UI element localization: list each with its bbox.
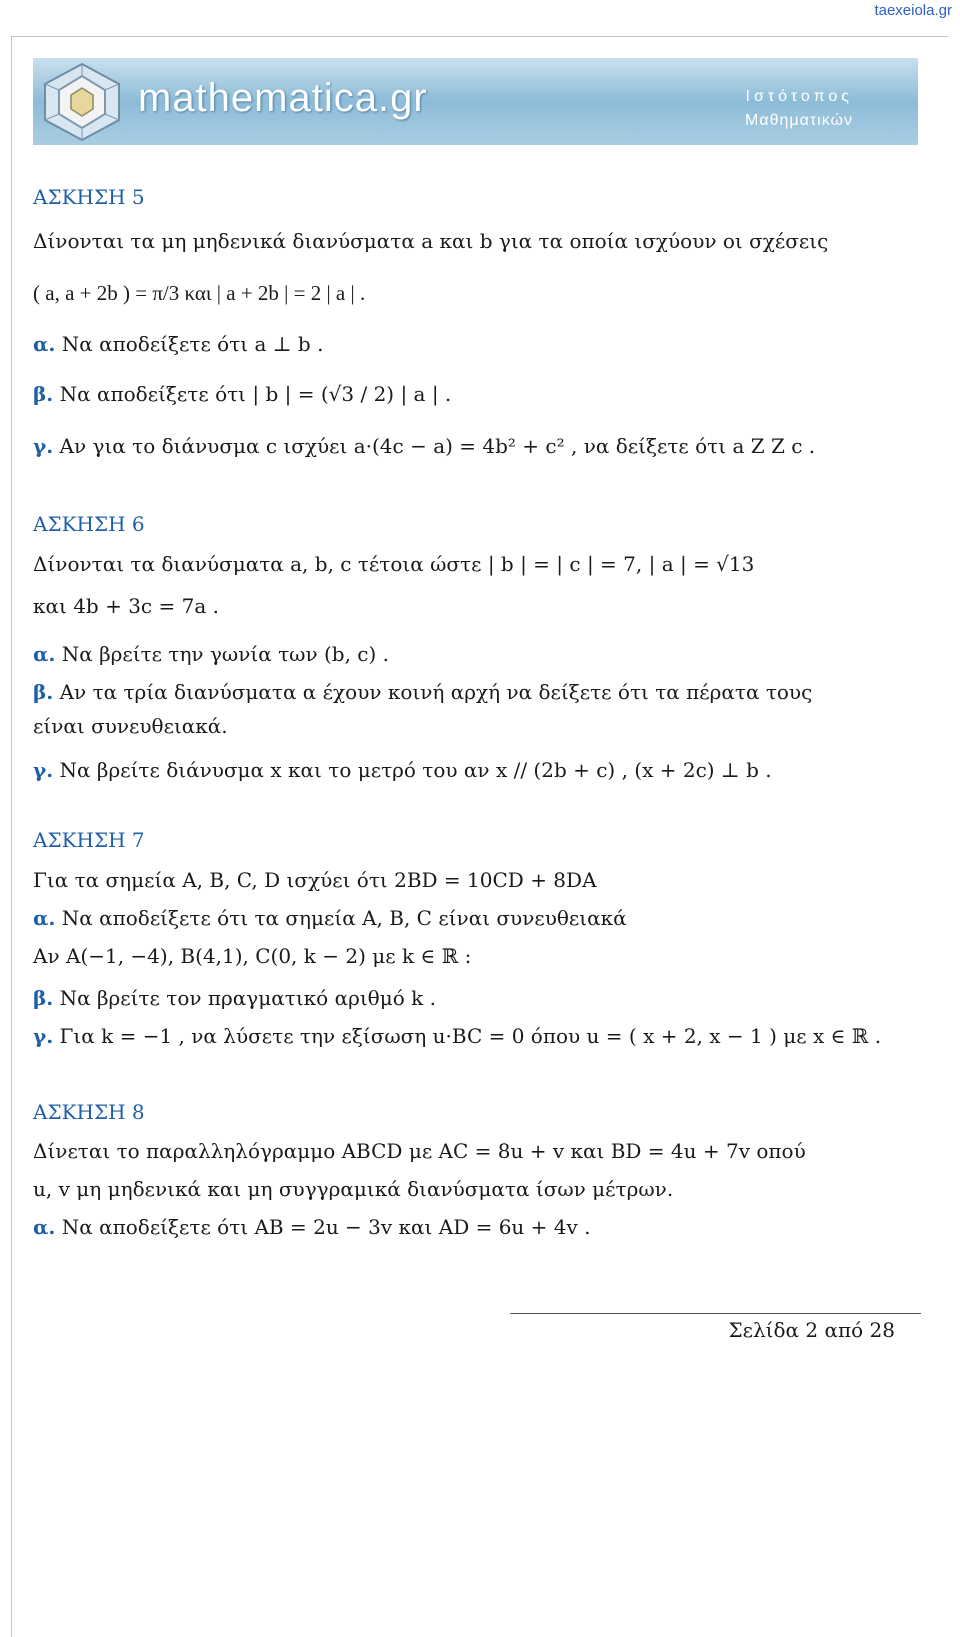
part-c-text: Για k = −1 , να λύσετε την εξίσωση u·BC = 0 όπου u = ( x + 2, x − 1 ) με x ∈ ℝ .	[53, 1024, 882, 1048]
part-c-label: γ.	[33, 758, 54, 782]
part-c-text: Αν για το διάνυσμα c ισχύει a·(4c − a) = 4b² + c² , να δείξετε ότι a Ζ Ζ c .	[53, 434, 816, 458]
exercise-5-part-c	[33, 432, 815, 460]
part-b-text: Αν τα τρία διανύσματα α έχουν κοινή αρχή να δείξετε ότι τα πέρατα τους	[53, 680, 813, 704]
part-a-text: Να αποδείξετε ότι a ⊥ b .	[55, 332, 324, 356]
footer-divider	[510, 1313, 921, 1314]
exercise-6-title: ΑΣΚΗΣΗ 6	[33, 512, 145, 536]
part-a-label: α.	[33, 1215, 56, 1239]
exercise-5-part-a	[33, 330, 323, 358]
banner-brand: mathematica.gr	[138, 76, 428, 120]
part-b-text: Να βρείτε τον πραγματικό αριθμό k .	[53, 986, 436, 1010]
banner-tagline-2: Μαθηματικών	[744, 112, 853, 129]
exercise-6-part-b	[33, 678, 812, 706]
polyhedron-logo-icon	[39, 62, 125, 142]
exercise-7-part-c	[33, 1022, 881, 1050]
part-c-text: Να βρείτε διάνυσμα x και το μετρό του αν x // (2b + c) , (x + 2c) ⊥ b .	[53, 758, 772, 782]
exercise-5-title: ΑΣΚΗΣΗ 5	[33, 185, 145, 209]
exercise-6-intro: Δίνονται τα διανύσματα a, b, c τέτοια ώστε | b | = | c | = 7, | a | = √13	[33, 552, 755, 576]
part-c-label: γ.	[33, 434, 54, 458]
page-frame	[11, 36, 948, 1637]
banner-tagline-1: Ιστότοπος	[745, 88, 853, 105]
part-b-label: β.	[33, 382, 54, 406]
part-a-label: α.	[33, 332, 56, 356]
site-banner	[33, 58, 918, 145]
part-a-label: α.	[33, 642, 56, 666]
page-number: Σελίδα 2 από 28	[728, 1318, 895, 1342]
exercise-6-intro-2: και 4b + 3c = 7a .	[33, 594, 219, 618]
part-a-text: Να βρείτε την γωνία των (b, c) .	[55, 642, 390, 666]
exercise-6-part-a	[33, 640, 389, 668]
exercise-8-title: ΑΣΚΗΣΗ 8	[33, 1100, 145, 1124]
exercise-7-condition: Αν A(−1, −4), B(4,1), C(0, k − 2) με k ∈ ℝ :	[33, 944, 472, 968]
part-b-label: β.	[33, 986, 54, 1010]
exercise-6-part-b-cont: είναι συνευθειακά.	[33, 714, 228, 738]
part-a-text: Να αποδείξετε ότι AB = 2u − 3v και AD = 6u + 4v .	[55, 1215, 591, 1239]
exercise-8-intro: Δίνεται το παραλληλόγραμμο ABCD με AC = 8u + v και BD = 4u + 7v οπού	[33, 1139, 806, 1163]
part-a-text: Να αποδείξετε ότι τα σημεία A, B, C είναι συνευθειακά	[55, 906, 627, 930]
part-b-label: β.	[33, 680, 54, 704]
exercise-7-part-a	[33, 904, 627, 932]
exercise-7-intro: Για τα σημεία A, B, C, D ισχύει ότι 2BD = 10CD + 8DA	[33, 868, 597, 892]
exercise-5-part-b	[33, 380, 451, 408]
exercise-5-relations: ( a, a + 2b ) = π/3 και | a + 2b | = 2 | a | .	[33, 281, 366, 305]
site-label[interactable]: taexeiola.gr	[874, 2, 952, 19]
exercise-8-intro-2: u, v μη μηδενικά και μη συγγραμικά διανύσματα ίσων μέτρων.	[33, 1177, 674, 1201]
exercise-7-part-b	[33, 984, 436, 1012]
part-a-label: α.	[33, 906, 56, 930]
exercise-6-part-c	[33, 756, 772, 784]
exercise-8-part-a	[33, 1213, 591, 1241]
exercise-7-title: ΑΣΚΗΣΗ 7	[33, 828, 145, 852]
part-b-text: Να αποδείξετε ότι | b | = (√3 / 2) | a | .	[53, 382, 452, 406]
part-c-label: γ.	[33, 1024, 54, 1048]
exercise-5-intro: Δίνονται τα μη μηδενικά διανύσματα a και b για τα οποία ισχύουν οι σχέσεις	[33, 229, 829, 253]
